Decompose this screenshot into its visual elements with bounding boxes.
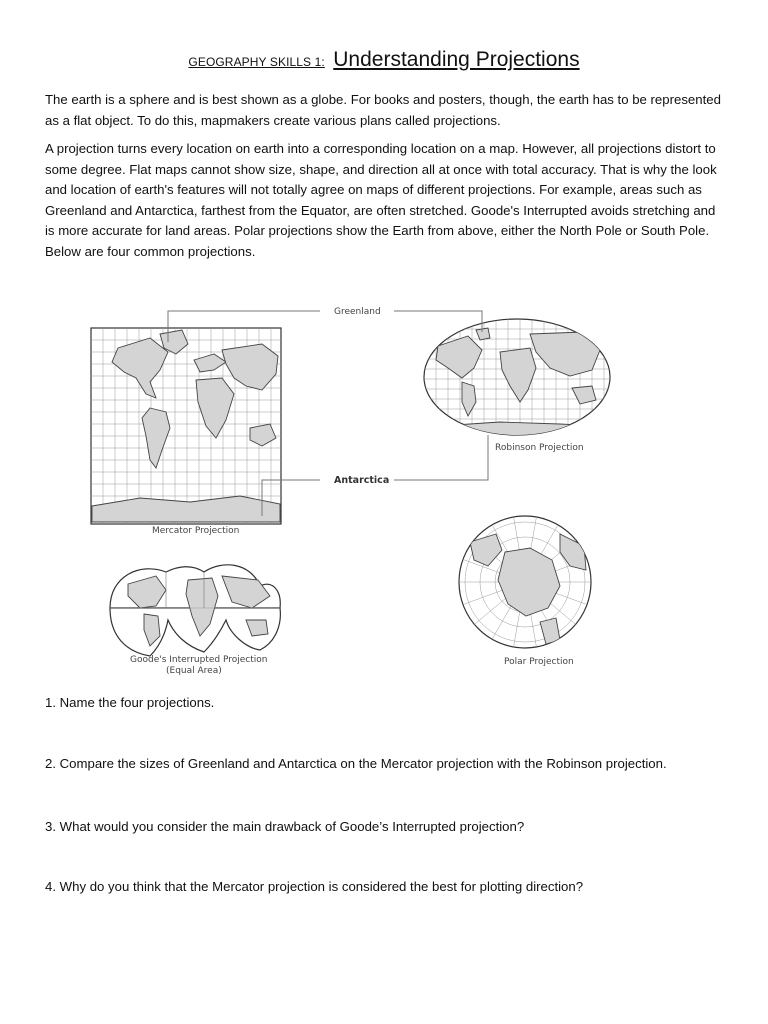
worksheet-label: GEOGRAPHY SKILLS 1:: [188, 55, 325, 69]
question-3: 3. What would you consider the main drawback of Goode’s Interrupted projection?: [45, 819, 525, 834]
goode-map: [110, 565, 280, 656]
robinson-caption: Robinson Projection: [495, 443, 584, 453]
mercator-caption: Mercator Projection: [152, 526, 240, 536]
antarctica-callout: [262, 435, 488, 516]
polar-map: [459, 516, 591, 648]
robinson-map: [424, 319, 610, 440]
question-1: 1. Name the four projections.: [45, 695, 215, 710]
question-4: 4. Why do you think that the Mercator projection is considered the best for plotting direction?: [45, 879, 584, 894]
intro-paragraph: The earth is a sphere and is best shown as a globe. For books and posters, though, the earth has to be represented as a flat object. To do this, mapmakers create various plans called projections.: [45, 92, 721, 128]
greenland-label: Greenland: [334, 307, 381, 317]
goode-caption-line2: (Equal Area): [166, 666, 222, 676]
antarctica-label: Antarctica: [334, 475, 390, 486]
mercator-map: [91, 328, 281, 524]
worksheet-title: Understanding Projections: [333, 48, 580, 71]
goode-caption-line1: Goode's Interrupted Projection: [130, 655, 268, 665]
page-title: [0, 48, 768, 72]
question-2: 2. Compare the sizes of Greenland and Antarctica on the Mercator projection with the Robinson projection.: [45, 756, 667, 771]
projection-paragraph: A projection turns every location on earth into a corresponding location on a map. However, all projections distort to some degree. Flat maps cannot show size, shape, and direction all at once with total accuracy. That is why the look and location of earth's features will not totally agree on maps of different projections. For example, areas such as Greenland and Antarctica, farthest from the Equator, are often stretched. Goode's Interrupted avoids stretching and is more accurate for land areas. Polar projections show the Earth from above, either the North Pole or South Pole. Below are four common projections.: [45, 141, 717, 259]
projections-figure: [0, 290, 768, 690]
polar-caption: Polar Projection: [504, 657, 574, 667]
